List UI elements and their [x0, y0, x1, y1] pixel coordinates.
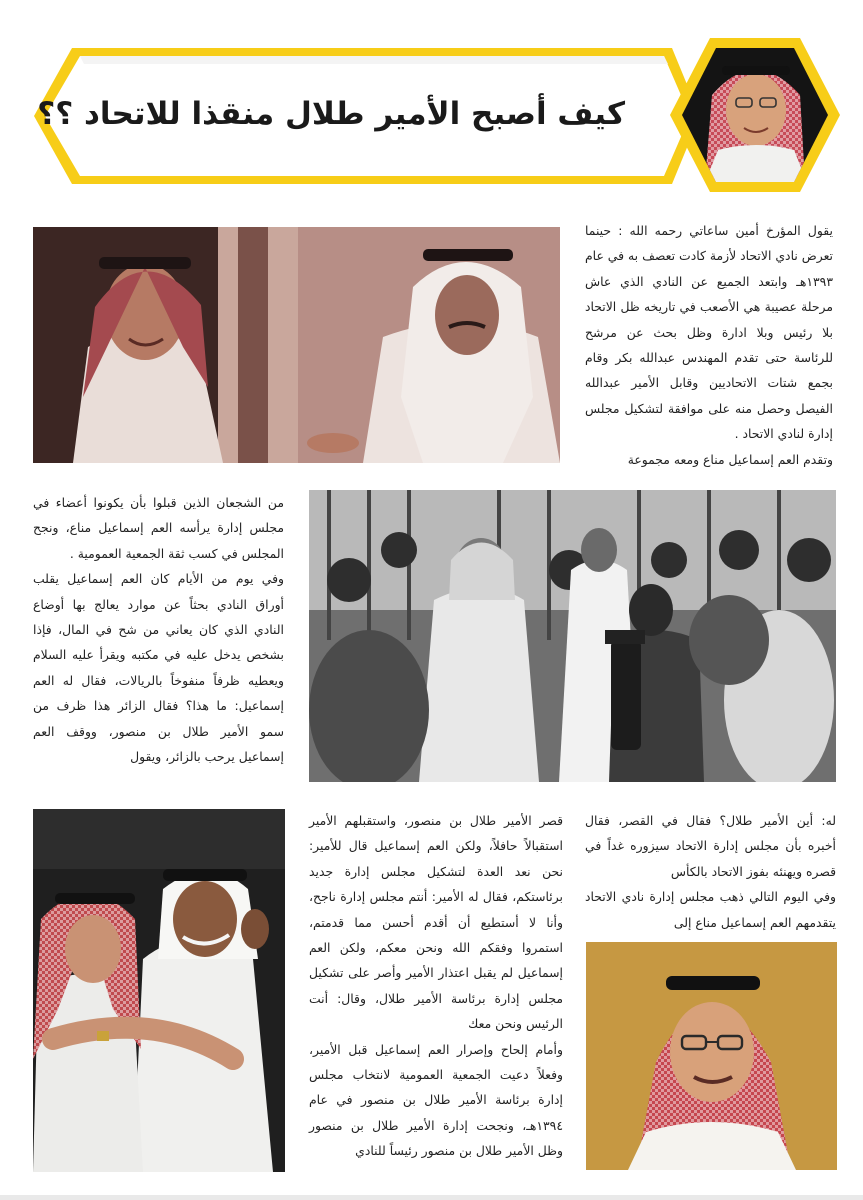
- paragraph: وفي يوم من الأيام كان العم إسماعيل يقلب أوراق النادي بحثاً عن موارد يعالج بها أوضاع النادي الذي كان يعاني من شح في المال، فإذا بشخص يدخل عليه في مكتبه ويقرأ عليه السلام ويعطيه ظرفاً منفوخاً بالريالات، فقال له العم إسماعيل: ما هذا؟ فقال الزائر هذا ظرف من سمو الأمير طلال بن منصور، ووقف العم إسماعيل يرحب بالزائر، ويقول: [33, 571, 284, 765]
- article-column-3: [585, 808, 836, 935]
- paragraph: وتقدم العم إسماعيل مناع ومعه مجموعة: [627, 451, 833, 467]
- photo-handshake: [33, 227, 560, 463]
- footer-rule: [0, 1195, 863, 1200]
- article-column-1: [585, 218, 833, 472]
- page-title: كيف أصبح الأمير طلال منقذا للاتحاد ؟؟: [37, 96, 625, 132]
- paragraph: يقول المؤرخ أمين ساعاتي رحمه الله : حينما تعرض نادي الاتحاد لأزمة كادت تعصف به في عام ١٣٩٣هـ وابتعد الجميع عن النادي الذي عاش مرحلة عصيبة هي الأصعب في تاريخه ظل الاتحاد بلا رئيس وبلا ادارة وظل بحث عن مرشح للرئاسة حتى تقدم المهندس عبدالله بكر وقام بجمع شتات الاتحاديين وقابل الأمير عبدالله الفيصل وحصل منه على موافقة لتشكيل مجلس إدارة لنادي الاتحاد .: [585, 223, 833, 442]
- photo-portrait-prince: [586, 942, 837, 1170]
- photo-embrace: [33, 809, 285, 1172]
- paragraph: من الشجعان الذين قبلوا بأن يكونوا أعضاء في مجلس إدارة يرأسه العم إسماعيل مناع، ونجح المجلس في كسب ثقة الجمعية العمومية .: [33, 495, 284, 561]
- article-column-2: [33, 490, 284, 769]
- paragraph: وأمام إلحاح وإصرار العم إسماعيل قبل الأمير، وفعلاً دعيت الجمعية العمومية لانتخاب مجلس إدارة برئاسة الأمير طلال بن منصور في عام ١٣٩٤هـ، ونجحت إدارة الأمير طلال بن منصور وظل الأمير طلال بن منصور رئيساً للنادي: [309, 1041, 563, 1159]
- article-column-4: [309, 808, 563, 1164]
- paragraph: له: أين الأمير طلال؟ فقال في القصر، فقال أخبره بأن مجلس إدارة الاتحاد سيزوره غداً في قصره ويهنئه بفوز الاتحاد بالكأس: [585, 813, 836, 879]
- photo-trophy-presentation: [309, 490, 836, 782]
- paragraph: وفي اليوم التالي ذهب مجلس إدارة نادي الاتحاد يتقدمهم العم إسماعيل مناع إلى: [585, 889, 836, 930]
- paragraph: قصر الأمير طلال بن منصور، واستقبلهم الأمير استقبالاً حافلاً، ولكن العم إسماعيل قال للأمير: نحن نعد العدة لتشكيل مجلس إدارة جديد برئاستكم، فقال له الأمير: أنتم مجلس إدارة ناجح، وأنا لا أستطيع أن أقدم أحسن مما قدمتم، استمروا وفقكم الله ونحن معكم، ولكن العم إسماعيل لم يقبل اعتذار الأمير وأصر على تشكيل مجلس إدارة برئاسة الأمير طلال، وقال: أنت الرئيس ونحن معك: [309, 813, 563, 1032]
- banner-shadow-strip: [80, 56, 668, 64]
